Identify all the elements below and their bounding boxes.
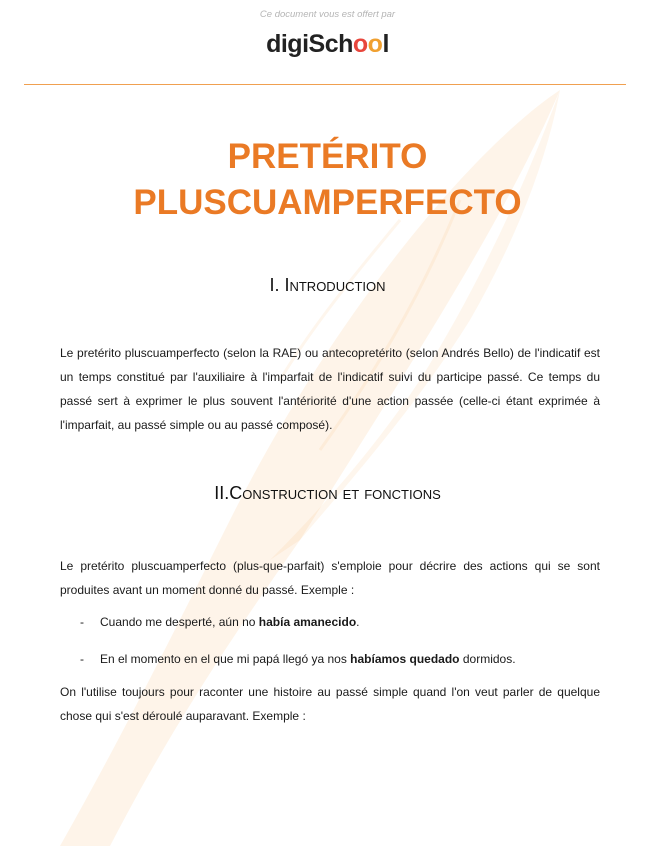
construction-paragraph: Le pretérito pluscuamperfecto (plus-que-parfait) s'emploie pour décrire des actions qui se sont produites avant un moment donné du passé. Exemple : (60, 559, 600, 597)
section-heading-construction: II.Construction et fonctions (214, 483, 441, 503)
header-divider (24, 84, 626, 85)
introduction-paragraph: Le pretérito pluscuamperfecto (selon la RAE) ou antecopretérito (selon Andrés Bello) de l'indicatif est un temps constitué par l'auxiliaire à l'imparfait de l'indicatif suivi du participe passé. Ce temps du passé sert à exprimer le plus souvent l'antériorité d'une action passée (celle-ci étant exprimée à l'imparfait, au passé simple ou au passé composé). (60, 346, 600, 432)
offered-by-text: Ce document vous est offert par (259, 9, 396, 20)
example-list-item: - Cuando me desperté, aún no había amanecido. (80, 615, 360, 629)
example-list-item: - En el momento en el que mi papá llegó ya nos habíamos quedado dormidos. (80, 652, 516, 666)
section-heading-introduction: I. Introduction (269, 275, 386, 295)
page-title: PRETÉRITO PLUSCUAMPERFECTO (133, 137, 522, 222)
digischool-logo: digiSchool (266, 30, 389, 58)
usage-paragraph: On l'utilise toujours pour raconter une histoire au passé simple quand l'on veut parler de quelque chose qui s'est déroulé auparavant. Exemple : (60, 685, 600, 723)
